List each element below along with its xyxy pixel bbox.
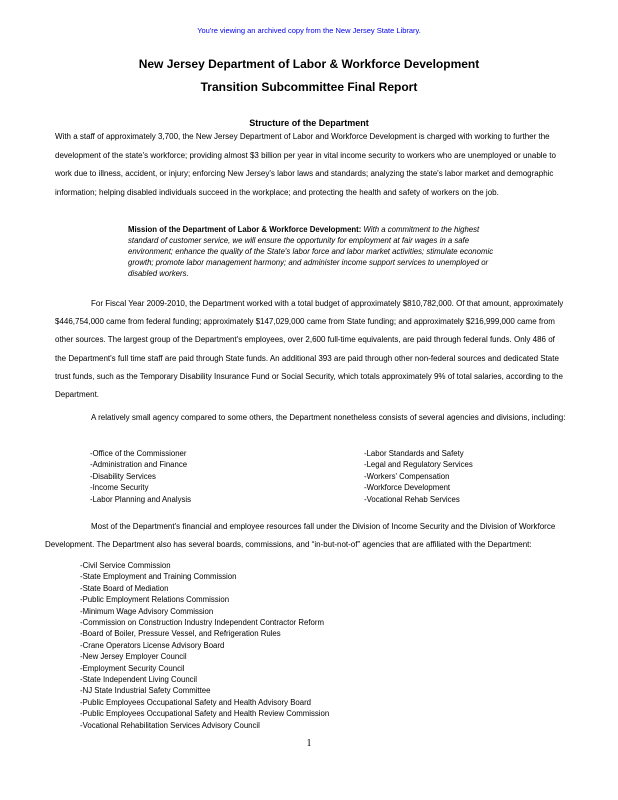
board-item: -Commission on Construction Industry Independent Contractor Reform [80, 618, 324, 628]
board-item: -Public Employment Relations Commission [80, 595, 230, 605]
structure-paragraph: With a staff of approximately 3,700, the New Jersey Department of Labor and Workforce Development is charged with working to further the development of the state's workforce; providing almost $3 billion per year in vital income security to workers who are unemployed or unable to work due to illness, accident, or injury; enforcing New Jersey's labor laws and standards; analyzing the state's labor market and demographic information; helping disabled individuals succeed in the workplace; and protecting the health and safety of workers on the job. [55, 132, 556, 197]
resources-paragraph: Most of the Department's financial and employee resources fall under the Division of Income Security and the Division of Workforce Development. The Department also has several boards, commissions, and “in-but-not-of” agencies that are affiliated with the Department: [45, 522, 556, 549]
page-number: 1 [306, 738, 312, 749]
board-item: -Vocational Rehabilitation Services Advisory Council [80, 720, 260, 730]
mission-label: Mission of the Department of Labor & Workforce Development [128, 225, 359, 234]
board-item: -State Board of Mediation [80, 583, 169, 593]
division-item: -Labor Planning and Analysis [90, 494, 191, 504]
boards-list [80, 560, 329, 731]
board-item: -State Employment and Training Commission [80, 572, 237, 582]
fiscal-paragraph: For Fiscal Year 2009-2010, the Department worked with a total budget of approximately $810,782,000. Of that amount, approximately $446,754,000 came from federal funding; approximately $147,029,000 came from State funding; and approximately $216,999,000 came from other sources. The largest group of the Department's employees, over 2,600 full-time equivalents, are paid through federal funds. Only 486 of the Department's full time staff are paid through State funds. An additional 393 are paid through other non-federal sources and dedicated State trust funds, such as the Temporary Disability Insurance Fund or Social Security, which totals approximately 9% of total salaries, according to the Department. [55, 299, 564, 400]
division-item: -Disability Services [90, 471, 156, 481]
board-item: -NJ State Industrial Safety Committee [80, 686, 211, 696]
board-item: -Public Employees Occupational Safety and Health Advisory Board [80, 697, 311, 707]
division-item: -Administration and Finance [90, 460, 188, 470]
board-item: -Public Employees Occupational Safety and Health Review Commission [80, 709, 330, 719]
report-title: New Jersey Department of Labor & Workforce Development [138, 57, 480, 71]
board-item: -Minimum Wage Advisory Commission [80, 606, 214, 616]
board-item: -New Jersey Employer Council [80, 652, 187, 662]
division-item: -Labor Standards and Safety [364, 449, 464, 458]
board-item: -Employment Security Council [80, 663, 185, 673]
divisions-list-left [90, 448, 191, 505]
report-subtitle: Transition Subcommittee Final Report [200, 80, 418, 94]
division-item: -Workforce Development [364, 483, 451, 493]
division-item: -Vocational Rehab Services [364, 494, 460, 504]
archive-notice-link[interactable]: You're viewing an archived copy from the New Jersey State Library. [197, 26, 421, 35]
mission-statement: Mission of the Department of Labor & Workforce Development: With a commitment to the highest standard of customer service, we will ensure the opportunity for employment at fair wages in a safe environment; enhance the quality of the State's labor force and labor market activities; stimulate economic growth; promote labor management harmony; and administer income support services to unemployed or disabled workers. [128, 225, 494, 278]
division-item: -Workers' Compensation [364, 471, 450, 481]
agency-paragraph: A relatively small agency compared to some others, the Department nonetheless consists of several agencies and divisions, including: [91, 413, 566, 422]
division-item: -Legal and Regulatory Services [364, 460, 473, 470]
section-heading: Structure of the Department [249, 118, 369, 128]
board-item: -Crane Operators License Advisory Board [80, 640, 225, 650]
board-item: -State Independent Living Council [80, 675, 198, 685]
mission-text: With a commitment to the highest standard of customer service, we will ensure the opportunity for employment at fair wages in a safe environment; enhance the quality of the State's labor force and labor market activities; stimulate economic growth; promote labor management harmony; and administer income support services to unemployed or disabled workers. [128, 225, 494, 278]
board-item: -Board of Boiler, Pressure Vessel, and Refrigeration Rules [80, 629, 281, 639]
divisions-list-right [364, 448, 473, 505]
division-item: -Office of the Commissioner [90, 449, 187, 458]
division-item: -Income Security [90, 483, 149, 493]
board-item: -Civil Service Commission [80, 561, 171, 570]
